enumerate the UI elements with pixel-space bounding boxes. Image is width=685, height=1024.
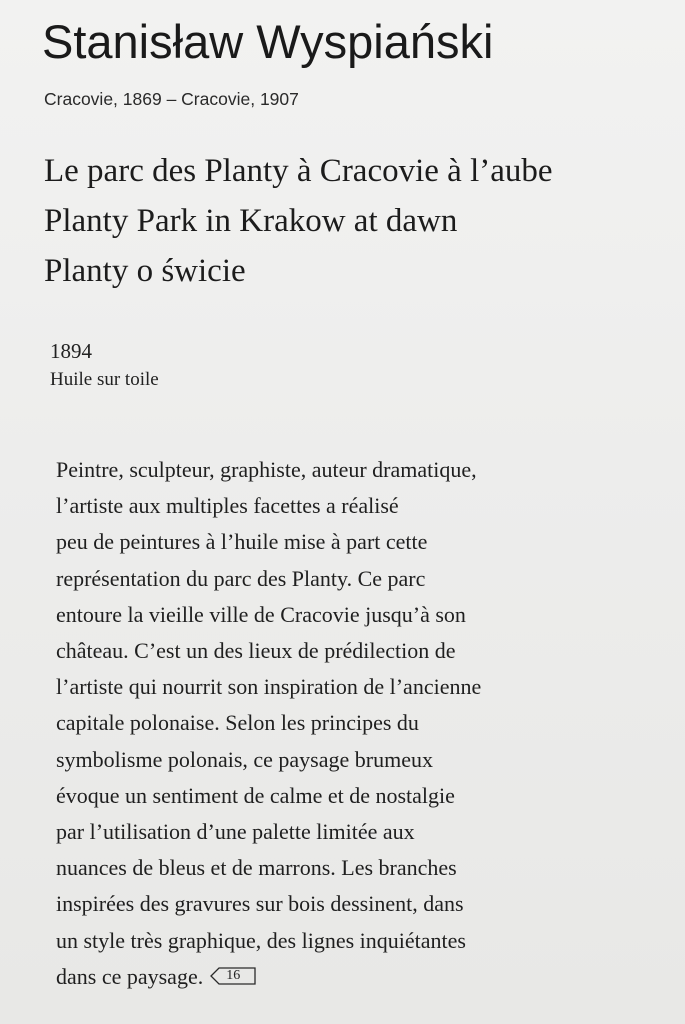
artwork-year: 1894: [50, 339, 92, 363]
description-line: l’artiste qui nourrit son inspiration de l’ancienne: [56, 674, 482, 700]
description-line: capitale polonaise. Selon les principes du: [56, 710, 419, 736]
description-line: inspirées des gravures sur bois dessinent, dans: [56, 891, 464, 917]
description-line-last: [56, 959, 481, 995]
description-line: peu de peintures à l’huile mise à part cette: [56, 529, 428, 555]
artwork-medium: Huile sur toile: [50, 369, 159, 390]
artist-name: Stanisław Wyspiański: [42, 15, 494, 68]
description-line: Peintre, sculpteur, graphiste, auteur dramatique,: [56, 457, 477, 482]
page-number: 16: [226, 967, 241, 983]
description-line: dans ce paysage.: [56, 963, 204, 989]
description-line: entoure la vieille ville de Cracovie jusqu’à son: [56, 601, 466, 627]
description-line: par l’utilisation d’une palette limitée aux: [56, 819, 415, 845]
description-line: représentation du parc des Planty. Ce parc: [56, 565, 426, 591]
description-line: évoque un sentiment de calme et de nostalgie: [56, 782, 455, 808]
artwork-titles: [44, 146, 553, 296]
description-line: château. C’est un des lieux de prédilection de: [56, 638, 456, 664]
description-line: symbolisme polonais, ce paysage brumeux: [56, 746, 433, 772]
title-polish: Planty o świcie: [44, 253, 246, 289]
description-line: nuances de bleus et de marrons. Les branches: [56, 855, 457, 881]
description-text: [56, 452, 481, 995]
title-french: Le parc des Planty à Cracovie à l’aube: [44, 153, 553, 189]
description-line: l’artiste aux multiples facettes a réalisé: [56, 493, 399, 519]
description-line: un style très graphique, des lignes inquiétantes: [56, 927, 466, 953]
artist-dates: Cracovie, 1869 – Cracovie, 1907: [44, 89, 299, 109]
page-number-badge: [209, 966, 257, 986]
title-english: Planty Park in Krakow at dawn: [44, 203, 458, 239]
